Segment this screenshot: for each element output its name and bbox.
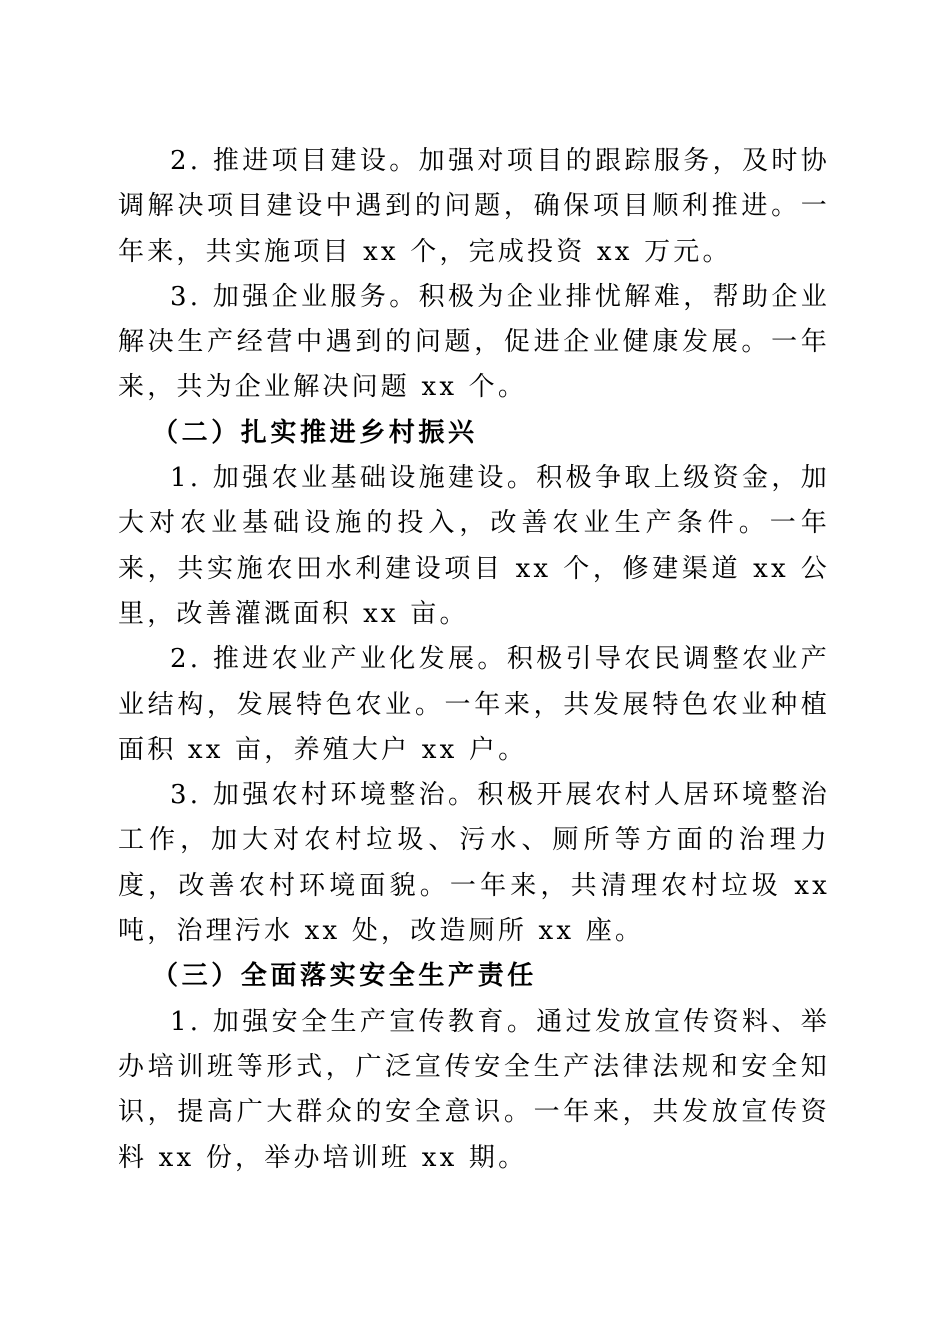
paragraph-agricultural-infrastructure: 1. 加强农业基础设施建设。积极争取上级资金，加大对农业基础设施的投入，改善农业生产条件。一年来，共实施农田水利建设项目 xx 个，修建渠道 xx 公里，改善灌溉面积 xx 亩。 xyxy=(118,463,830,629)
section-heading-safety-production: （三）全面落实安全生产责任 xyxy=(152,961,537,992)
paragraph-project-construction: 2. 推进项目建设。加强对项目的跟踪服务，及时协调解决项目建设中遇到的问题，确保项目顺利推进。一年来，共实施项目 xx 个，完成投资 xx 万元。 xyxy=(118,146,830,267)
paragraph-enterprise-service: 3. 加强企业服务。积极为企业排忧解难，帮助企业解决生产经营中遇到的问题，促进企业健康发展。一年来，共为企业解决问题 xx 个。 xyxy=(118,281,830,403)
section-heading-rural-revitalization: （二）扎实推进乡村振兴 xyxy=(152,417,478,448)
paragraph-safety-education: 1. 加强安全生产宣传教育。通过发放宣传资料、举办培训班等形式，广泛宣传安全生产法律法规和安全知识，提高广大群众的安全意识。一年来，共发放宣传资料 xx 份，举办培训班 xx 期。 xyxy=(118,1006,830,1173)
document-body xyxy=(118,139,830,1181)
paragraph-agricultural-industrialization: 2. 推进农业产业化发展。积极引导农民调整农业产业结构，发展特色农业。一年来，共发展特色农业种植面积 xx 亩，养殖大户 xx 户。 xyxy=(118,644,830,765)
paragraph-rural-environment: 3. 加强农村环境整治。积极开展农村人居环境整治工作，加大对农村垃圾、污水、厕所等方面的治理力度，改善农村环境面貌。一年来，共清理农村垃圾 xx 吨，治理污水 xx 处，改造厕所 xx 座。 xyxy=(118,780,830,947)
